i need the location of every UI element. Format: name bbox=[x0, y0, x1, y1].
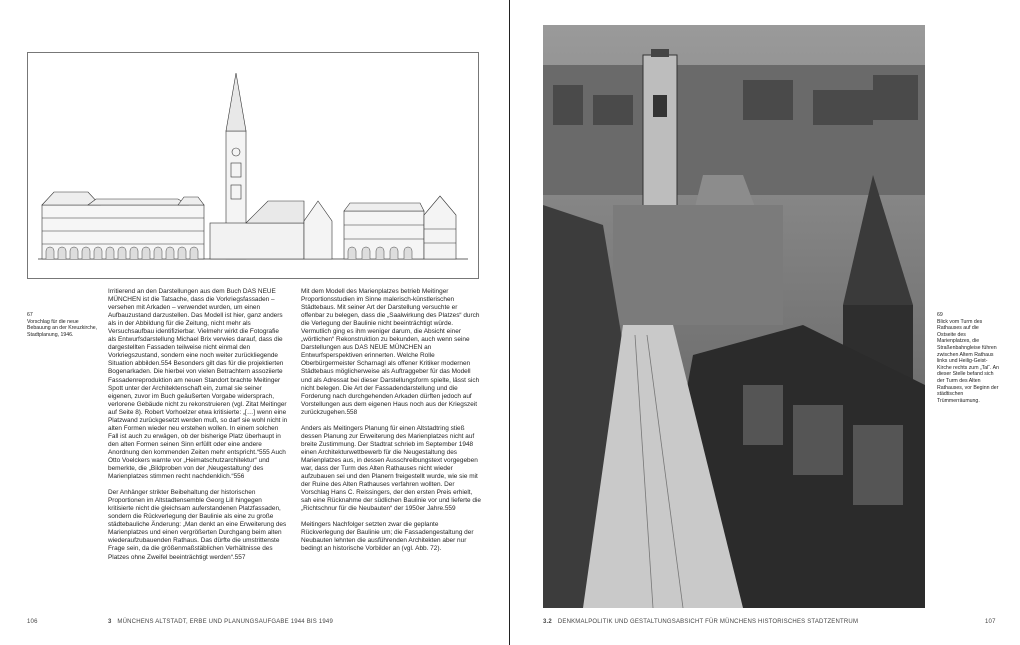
running-title: DENKMALPOLITIK UND GESTALTUNGSABSICHT FÜR MÜNCHENS HISTORISCHES STADTZENTRUM bbox=[557, 619, 859, 625]
text-column-1 bbox=[108, 288, 288, 570]
chapter-number: 3 bbox=[108, 619, 112, 625]
caption-text: Vorschlag für die neue Bebauung an der Kreuzkirche, Stadtplanung, 1946. bbox=[27, 318, 98, 338]
page-number-left: 106 bbox=[27, 619, 38, 625]
chapter-number: 3.2 bbox=[543, 619, 552, 625]
left-page bbox=[0, 0, 509, 645]
page-number-right: 107 bbox=[985, 619, 996, 625]
paragraph: Irritierend an den Darstellungen aus dem Buch DAS NEUE MÜNCHEN ist die Tatsache, dass die Vorkriegsfassaden – versehen mit Arkaden – verwendet wurden, um einen Aufbauzustand darzustellen. Das Modell ist hier, ganz anders als in der Abbildung für die Zeitung, nicht mehr als Versuchsaufbau identifizierbar. Vielmehr wirkt die Fotografie als Entwurfsdarstellung Michael Brix verwies darauf, dass die dargestellten Fassaden teilweise nicht einmal den Vorkriegszustand, sondern eine noch weiter zurückliegende Situation abbilden.554 Besonders gilt das für die projektierten Bogenarkaden. Die hierbei von vielen Betrachtern assoziierte Fassadenreproduktion am neuen Standort brachte Meitinger Spott unter der Architektenschaft ein, zumal sie seiner eigenen, zuvor im Buch geäußerten Vorgabe widersprach, verlorene Gebäude nicht zu rekonstruieren (vgl. Zitat Meitinger auf Seite 8). Robert Vorhoelzer etwa kritisierte: „[…] wenn eine Platzwand zurückgesetzt werden muß, so darf sie wohl nicht in alten Formen wieder neu erstehen wollen. In einem solchen Fall ist auch zu erwägen, ob der bisherige Platz überhaupt in den alten Formen seinen Sinn erfüllt oder eine andere Anordnung den kommenden Zeiten mehr entspricht.“555 Auch Otto Voelckers warnte vor „Heimatschutzarchitektur“ und bemerkte, die „Bildproben von der ‚Neugestaltung‘ des Marienplatzes stimmen recht nachdenklich.“556 bbox=[108, 288, 288, 481]
running-header-right bbox=[543, 619, 858, 625]
ruined-square-photo bbox=[543, 25, 925, 608]
paragraph: Der Anhänger strikter Beibehaltung der historischen Proportionen im Altstadtensemble Georg Lill hingegen kritisierte nicht die gleichsam auferstandenen Platzfassaden, sondern die Rückverlegung der Baulinie als eine zu große städtebauliche Änderung: „Man denkt an eine Erweiterung des Marienplatzes und einen vergrößerten Durchgang beim alten wiederaufzubauenden Rathaus. Das dürfte die umstrittenste Frage sein, da die größenmaßstäblichen Verhältnisse des Platzes ohne Zweifel beeinträchtigt werden“.557 bbox=[108, 489, 287, 561]
figure-number: 67 bbox=[27, 312, 33, 318]
figure-67-drawing bbox=[27, 52, 479, 279]
figure-69-photo bbox=[543, 25, 925, 608]
running-header-left bbox=[108, 619, 333, 625]
figure-number: 69 bbox=[937, 312, 943, 318]
paragraph: Anders als Meitingers Planung für einen Altstadtring stieß dessen Planung zur Erweiterung des Marienplatzes nicht auf breite Zustimmung. Der Stadtrat schrieb im September 1948 einen Architekturwettbewerb für die Neugestaltung des Marienplatzes aus, in dessen Ausschreibungstext vorgegeben war, dass der Turm des Alten Rathauses nicht wieder aufzubauen sei und den Planern freigestellt wurde, wie sie mit der Ruine des Alten Rathauses verfahren wollten. Der Vorschlag Hans C. Reissingers, der den ersten Preis erhielt, sah eine Rücknahme der südlichen Baulinie vor und lieferte die „Richtschnur für die Neubauten“ der 1950er Jahre.559 bbox=[301, 424, 482, 513]
text-column-2 bbox=[301, 288, 481, 561]
paragraph: Mit dem Modell des Marienplatzes betrieb Meitinger Proportionsstudien im Sinne malerisch-künstlerischen Städtebaus. Mit seiner Art der Darstellung versuchte er offenbar zu belegen, dass die „Saalwirkung des Platzes“ durch die Verlegung der Baulinie nicht beeinträchtigt würde. Vermutlich ging es ihm weniger darum, die Absicht einer „wörtlichen“ Rekonstruktion zu bekunden, auch wenn seine Darstellungen aus DAS NEUE MÜNCHEN an Entwurfsperspektiven erinnerten. Welche Rolle Oberbürgermeister Scharnagl als offener Kritiker modernen Städtebaus möglicherweise als Auftraggeber für das Modell und als Adressat bei dieser Darstellungsform spielte, lässt sich nicht belegen. Die Art der Fassadendarstellung und die Forderung nach durchgehenden Arkaden dürften jedoch auf Vorstellungen aus dem eigenen Haus noch aus der Kriegszeit zurückzugehen.558 bbox=[301, 288, 480, 416]
elevation-drawing bbox=[28, 53, 478, 278]
running-title: MÜNCHENS ALTSTADT, ERBE UND PLANUNGSAUFGABE 1944 BIS 1949 bbox=[117, 619, 333, 625]
caption-text: Blick vom Turm des Rathauses auf die Ostseite des Marienplatzes, die Straßenbahngleise führen zwischen Altem Rathaus links und Heilig-Geist-Kirche rechts zum „Tal“. An dieser Stelle befand sich der Turm des Alten Rathauses, vor Beginn der städtischen Trümmerräumung. bbox=[937, 318, 999, 404]
paragraph: Meitingers Nachfolger setzten zwar die geplante Rückverlegung der Baulinie um; die Fassadengestaltung der Neubauten lehnten die ausführenden Architekten aber nur bedingt an historische Vorbilder an (vgl. Abb. 72). bbox=[301, 521, 474, 553]
figure-69-caption bbox=[937, 312, 999, 404]
figure-67-caption bbox=[27, 312, 99, 338]
